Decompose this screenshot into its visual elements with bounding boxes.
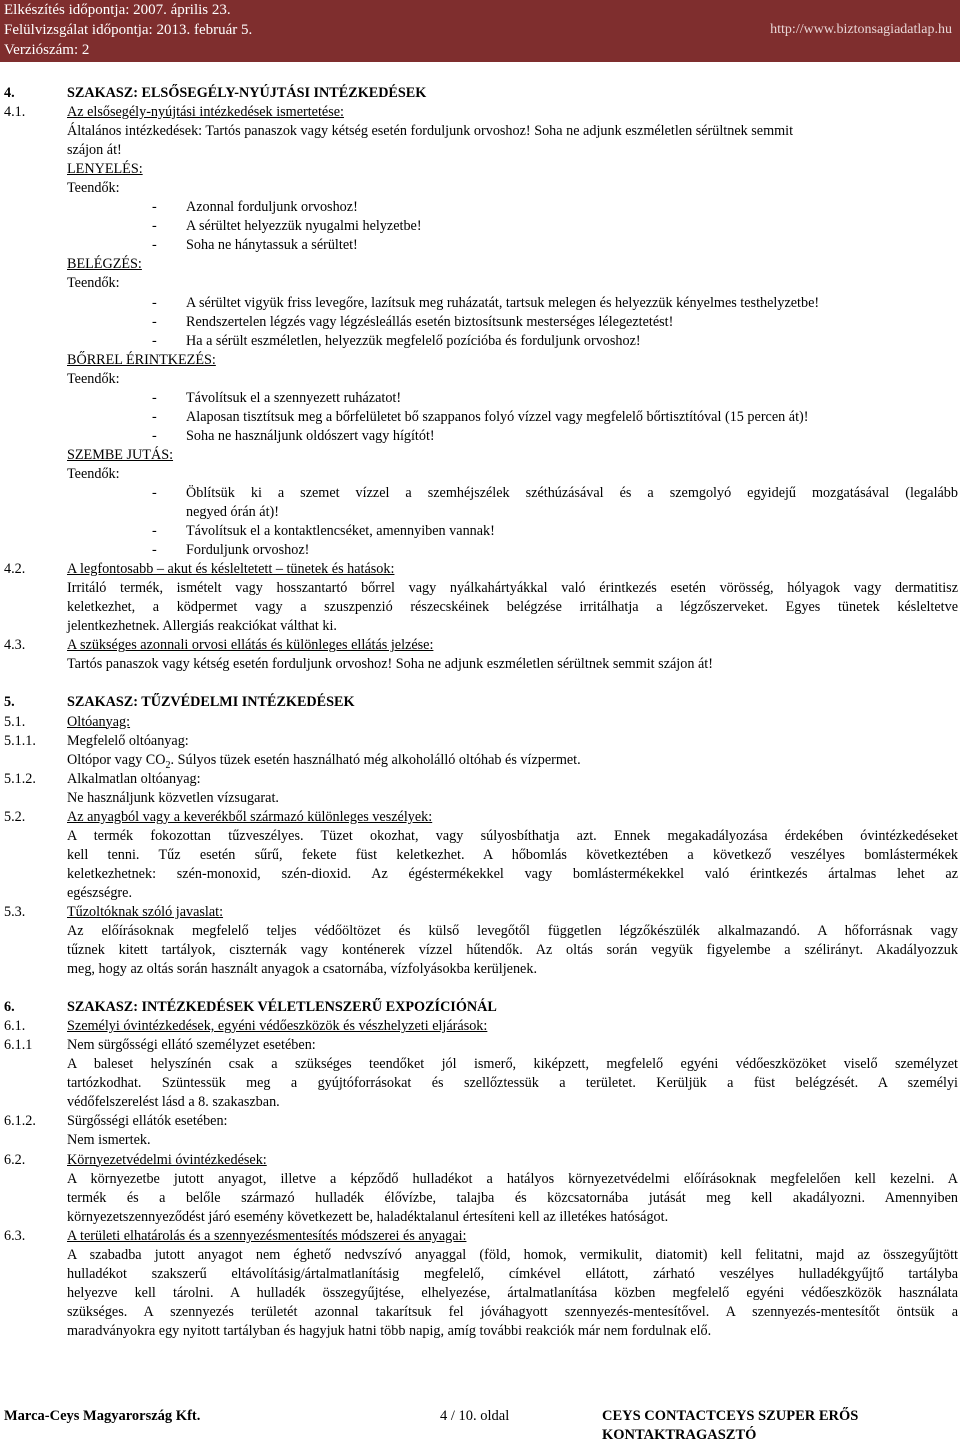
list-item: Ha a sérült eszméletlen, helyezzük megfelelő pozícióba és forduljunk orvoshoz! [186,332,641,349]
list-item-continuation: negyed órán át)! [186,504,279,521]
company-name: Marca-Ceys Magyarország Kft. [4,1408,201,1424]
section-heading: 5. SZAKASZ: TŰZVÉDELMI INTÉZKEDÉSEK [4,693,958,712]
paragraph-line: keletkezhet, a ködpermet vagy a szuszpenzió részecskéinek belégzése irritálhatja a légzőszerveket. Egyes tünetek késleltetve [67,599,958,616]
paragraph-line: keletkezhetnek: szén-monoxid, szén-dioxid. Az égéstermékekkel vagy bomlástermékekkel való érintkezés ártalmas lehet az [67,865,958,882]
subsection-title: Személyi óvintézkedések, egyéni védőeszközök és vészhelyzeti eljárások: [67,1018,488,1035]
paragraph-line: kell tenni. Tűz esetén sűrű, fekete füst keletkezhet. A hőbomlás következtében a következő veszélyes bomlástermékek [67,846,958,863]
section-heading: 4. SZAKASZ: ELSŐSEGÉLY-NYÚJTÁSI INTÉZKEDÉSEK [4,84,958,103]
product-name-line2: KONTAKTRAGASZTÓ [602,1427,757,1443]
subsection-title: Sürgősségi ellátók esetében: [67,1113,228,1130]
list-item: Távolítsuk el a kontaktlencséket, amennyiben vannak! [186,523,495,540]
document-footer [4,1408,958,1446]
subsection-title: Alkalmatlan oltóanyag: [67,770,201,787]
paragraph-line: Tartós panaszok vagy kétség esetén forduljunk orvoshoz! Soha ne adjunk eszméletlen sérültnek semmit szájon át! [67,656,713,673]
paragraph-line: jelentkezhetnek. Allergiás reakciókat válthat ki. [67,618,337,635]
todo-label: Teendők: [67,370,120,387]
list-item: Alaposan tisztítsuk meg a bőrfelületet bő szappanos folyó vízzel vagy megfelelő bőrtisztítóval (15 percen át)! [186,408,809,425]
paragraph-line: hulladékot szakszerű eltávolításig/ártalmatlanításig megfelelő, címkével ellátott, zárható veszélyes hulladékgyűjtő tartályba [67,1265,958,1282]
paragraph-line: tartózkodhat. Szüntessük meg a gyújtóforrásokat és szellőztessük a területet. Kerüljük a füst belégzését. A személyi [67,1075,958,1092]
paragraph-line: Ne használjunk közvetlen vízsugarat. [67,789,279,806]
paragraph-line: védőfelszerelést lásd a 8. szakaszban. [67,1094,280,1111]
todo-label: Teendők: [67,275,120,292]
list-item: A sérültet helyezzük nyugalmi helyzetbe! [186,218,422,235]
paragraph-line: szükséges. A szennyezés területét azonnal takarítsuk fel jóváhagyott szennyezés-mentesítővel. A szennyezés-mentesítőt öntsük a [67,1303,958,1320]
subsection-title: Az anyagból vagy a keverékből származó különleges veszélyek: [67,808,433,825]
document-body: 4. SZAKASZ: ELSŐSEGÉLY-NYÚJTÁSI INTÉZKEDÉSEK 4.1. Az elsősegély-nyújtási intézkedések ismertetése: Általános intézkedések: Tartós panaszok vagy kétség esetén forduljunk orvoshoz! Soha ne adjunk eszméletlen sérültnek semmit szájon át! LENYELÉS: Teendők: - Azonnal forduljunk orvoshoz! - A sérültet helyezzük nyugalmi helyzetbe! - Soha ne hánytassuk a sérültet! BELÉGZÉS: Teendők: - A sérültet vigyük friss levegőre, lazítsuk meg ruházatát, tartsuk melegen és helyezzük kényelmes testhelyzetbe! - Rendszertelen légzés vagy légzésleállás esetén biztosítsunk mesterséges lélegeztetést! - Ha a sérült eszméletlen, helyezzük megfelelő pozícióba és forduljunk orvoshoz! BŐRREL ÉRINTKEZÉS: Teendők: - Távolítsuk el a szennyezett ruházatot! - Alaposan tisztítsuk meg a bőrfelületet bő szappanos folyó vízzel vagy megfelelő bőrtisztítóval (15 percen át)! - Soha ne használjunk oldószert vagy hígítót! SZEMBE JUTÁS: Teendők: - Öblítsük ki a szemet vízzel a szemhéjszélek széthúzásával és a szemgolyó egyidejű mozgatásával (legalább negyed órán át)! - Távolítsuk el a kontaktlencséket, amennyiben vannak! - Forduljunk orvoshoz! 4.2. A legfontosabb – akut és késleltetett – tünetek és hatások: Irritáló termék, ismételt vagy hosszantartó bőrrel vagy nyálkahártyákkal való érintkezés esetén vörösség, hólyagok vagy dermatitisz keletkezhet, a ködpermet vagy a szuszpenzió részecskéinek belégzése irritálhatja a légzőszerveket. Egyes tünetek késleltetve jelentkezhetnek. Allergiás reakciókat válthat ki. 4.3. A szükséges azonnali orvosi ellátás és különleges ellátás jelzése: Tartós panaszok vagy kétség esetén forduljunk orvoshoz! Soha ne adjunk eszméletlen sérültnek semmit szájon át! 5. SZAKASZ: TŰZVÉDELMI INTÉZKEDÉSEK 5.1. Oltóanyag: 5.1.1. Megfelelő oltóanyag: Oltópor vagy $CO_2$. Súlyos tüzek esetén használható még alkoholálló oltóhab és vízpermet. 5.1.2. Alkalmatlan oltóanyag: Ne használjunk közvetlen vízsugarat. 5.2. Az anyagból vagy a keverékből származó különleges veszélyek: A termék fokozottan tűzveszélyes. Tüzet okozhat, vagy súlyosbíthatja azt. Ennek megakadályozása érdekében óvintézkedéseket kell tenni. Tűz esetén sűrű, fekete füst keletkezhet. A hőbomlás következtében a következő veszélyes bomlástermékek keletkezhetnek: szén-monoxid, szén-dioxid. Az égéstermékekkel vagy bomlástermékekkel való érintkezés ártalmas lehet az egészségre. 5.3. Tűzoltóknak szóló javaslat: Az előírásoknak megfelelő teljes védőöltözet és külső levegőtől független légzőkészülék alkalmazandó. A hőforrásnak vagy tűznek kitett tartályok, ciszternák vagy konténerek vízzel hűtendők. Az oltás során vegyük figyelembe a szélirányt. Akadályozzuk meg, hogy az oltás során használt anyagok a csatornába, vízfolyásokba kerüljenek. 6. SZAKASZ: INTÉZKEDÉSEK VÉLETLENSZERŰ EXPOZÍCIÓNÁL 6.1. Személyi óvintézkedések, egyéni védőeszközök és vészhelyzeti eljárások: 6.1.1 Nem sürgősségi ellátó személyzet esetében: A baleset helyszínén csak a szükséges teendőket jól ismerő, kiképzett, megfelelő egyéni védőeszközöket viselő személyzet tartózkodhat. Szüntessük meg a gyújtóforrásokat és szellőztessük a területet. Kerüljük a füst belégzését. A személyi védőfelszerelést lásd a 8. szakaszban. 6.1.2. Sürgősségi ellátók esetében: Nem ismertek. 6.2. Környezetvédelmi óvintézkedések: A környezetbe jutott anyagot, illetve a képződő hulladékot a hatályos környezetvédelmi előírásoknak megfelelően kell kezelni. A termék és a belőle származó hulladék élővízbe, talajba és közcsatornába jutását meg kell akadályozni. Amennyiben környezetszennyeződést járó esemény következett be, haladéktalanul értesíteni kell az illetékes hatóságot. 6.3. A területi elhatárolás és a szennyezésmentesítés módszerei és anyagai: A szabadba jutott anyagot nem éghető nedvszívó anyaggal (föld, homok, vermikulit, diatomit) kell felitatni, majd az összegyűjtött hulladékot szakszerű eltávolításig/ártalmatlanításig megfelelő, címkével ellátott, zárható veszélyes hulladékgyűjtő tartályba helyezve kell tárolni. A hulladék összegyűjtése, elhelyezése, ártalmatlanítása közben megfelelő egyéni védőeszközök használata szükséges. A szennyezés területét azonnal takarítsuk fel jóváhagyott szennyezés-mentesítővel. A szennyezés-mentesítőt öntsük a maradványokra egy nyitott tartályban és hagyjuk hatni több napig, amíg további reakciók már nem fordulnak elő. [4,85,958,1339]
list-item: Távolítsuk el a szennyezett ruházatot! [186,389,402,406]
todo-label: Teendők: [67,465,120,482]
list-item: Rendszertelen légzés vagy légzésleállás esetén biztosítsunk mesterséges lélegeztetést! [186,313,674,330]
document-header [0,0,960,62]
subheading-inhalation: BELÉGZÉS: [67,256,142,273]
paragraph-line: egészségre. [67,884,132,901]
subsection-title: A területi elhatárolás és a szennyezésmentesítés módszerei és anyagai: [67,1227,467,1244]
subsection-title: Oltóanyag: [67,713,131,730]
paragraph-line: A baleset helyszínén csak a szükséges teendőket jól ismerő, kiképzett, megfelelő egyéni védőeszközöket viselő személyzet [67,1056,958,1073]
section-title: SZAKASZ: TŰZVÉDELMI INTÉZKEDÉSEK [67,694,355,711]
revision-date: Felülvizsgálat időpontja: 2013. február 5. [4,22,253,38]
website-link[interactable]: http://www.biztonsagiadatlap.hu [770,22,952,37]
version-number: Verziószám: 2 [4,42,90,58]
page-number: 4 / 10. oldal [440,1408,510,1424]
list-item: A sérültet vigyük friss levegőre, lazítsuk meg ruházatát, tartsuk melegen és helyezzük kényelmes testhelyzetbe! [186,294,820,311]
paragraph-line: Oltópor vagy $CO_2$. Súlyos tüzek esetén használható még alkoholálló oltóhab és vízpermet. [67,751,581,771]
paragraph-line: szájon át! [67,142,122,159]
list-item: Azonnal forduljunk orvoshoz! [186,199,358,216]
list-item: Öblítsük ki a szemet vízzel a szemhéjszélek széthúzásával és a szemgolyó egyidejű mozgatásával (legalább [186,484,958,501]
todo-label: Teendők: [67,180,120,197]
subheading-ingestion: LENYELÉS: [67,161,143,178]
paragraph-line: A termék fokozottan tűzveszélyes. Tüzet okozhat, vagy súlyosbíthatja azt. Ennek megakadályozása érdekében óvintézkedéseket [67,827,958,844]
subheading-eye: SZEMBE JUTÁS: [67,446,174,463]
list-item: Forduljunk orvoshoz! [186,542,310,559]
section-title: SZAKASZ: ELSŐSEGÉLY-NYÚJTÁSI INTÉZKEDÉSEK [67,85,427,101]
subsection-title: Nem sürgősségi ellátó személyzet esetében: [67,1037,316,1054]
subsection-title: A legfontosabb – akut és késleltetett – tünetek és hatások: [67,561,395,578]
subsection-title: Környezetvédelmi óvintézkedések: [67,1151,267,1168]
paragraph-line: Nem ismertek. [67,1132,151,1149]
paragraph-line: helyezve kell tárolni. A hulladék összegyűjtése, elhelyezése, ártalmatlanítása közben megfelelő egyéni védőeszközök használata [67,1284,958,1301]
paragraph-line: környezetszennyeződést járó esemény következett be, haladéktalanul értesíteni kell az illetékes hatóságot. [67,1208,669,1225]
paragraph-line: termék és a belőle származó hulladék élővízbe, talajba és közcsatornába jutását meg kell akadályozni. Amennyiben [67,1189,958,1206]
product-name: CEYS CONTACTCEYS SZUPER ERŐS [602,1408,859,1424]
subheading-skin: BŐRREL ÉRINTKEZÉS: [67,351,216,368]
paragraph-line: Irritáló termék, ismételt vagy hosszantartó bőrrel vagy nyálkahártyákkal való érintkezés esetén vörösség, hólyagok vagy dermatitisz [67,580,958,597]
paragraph-line: A környezetbe jutott anyagot, illetve a képződő hulladékot a hatályos környezetvédelmi előírásoknak megfelelően kell kezelni. A [67,1170,958,1187]
subsection-title: Tűzoltóknak szóló javaslat: [67,903,224,920]
paragraph-line: maradványokra egy nyitott tartályban és hagyjuk hatni több napig, amíg további reakciók már nem fordulnak elő. [67,1322,712,1339]
paragraph-line: A szabadba jutott anyagot nem éghető nedvszívó anyaggal (föld, homok, vermikulit, diatomit) kell felitatni, majd az összegyűjtött [67,1246,958,1263]
subsection-title: A szükséges azonnali orvosi ellátás és különleges ellátás jelzése: [67,637,434,654]
section-heading: 6. SZAKASZ: INTÉZKEDÉSEK VÉLETLENSZERŰ EXPOZÍCIÓNÁL [4,998,958,1017]
subsection-title: Az elsősegély-nyújtási intézkedések ismertetése: [67,104,344,121]
paragraph-line: tűznek kitett tartályok, ciszternák vagy konténerek vízzel hűtendők. Az oltás során vegyük figyelembe a szélirányt. Akadályozzuk [67,942,958,959]
list-item: Soha ne használjunk oldószert vagy hígítót! [186,427,435,444]
paragraph-line: Általános intézkedések: Tartós panaszok vagy kétség esetén forduljunk orvoshoz! Soha ne adjunk eszméletlen sérültnek semmit [67,123,794,140]
list-item: Soha ne hánytassuk a sérültet! [186,237,358,254]
paragraph-line: Az előírásoknak megfelelő teljes védőöltözet és külső levegőtől független légzőkészülék alkalmazandó. A hőforrásnak vagy [67,923,958,940]
creation-date: Elkészítés időpontja: 2007. április 23. [4,2,231,18]
subsection-title: Megfelelő oltóanyag: [67,732,189,749]
section-title: SZAKASZ: INTÉZKEDÉSEK VÉLETLENSZERŰ EXPOZÍCIÓNÁL [67,999,497,1016]
paragraph-line: meg, hogy az oltás során használt anyagok a csatornába, vízfolyásokba kerüljenek. [67,961,537,978]
